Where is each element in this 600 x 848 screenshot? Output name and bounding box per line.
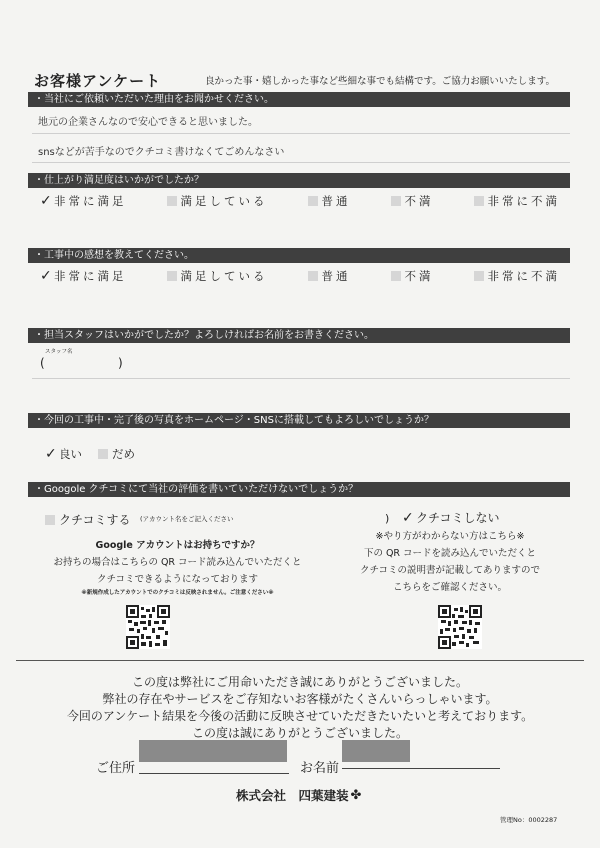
review-help-instructions: ※やり方がわからない方はこちら※ 下の QR コードを読み込んでいただくと クチコミの説明書が記載してありますので こちらをご確認ください。 (359, 531, 541, 593)
reason-answer-2: snsなどが苦手なのでクチコミ書けなくてごめんなさい (38, 147, 285, 158)
review-option-nowrite[interactable]: ✓ クチコミしない (402, 509, 500, 526)
staff-name-line[interactable] (32, 378, 570, 379)
survey-subtitle: 良かった事・嬉しかった事など些細な事でも結構です。ご協力お願いいたします。 (205, 76, 555, 87)
company-name: 株式会社 四葉建装 ✤ (236, 787, 362, 803)
review-option-write[interactable]: クチコミする (45, 511, 131, 528)
photo-option-yes[interactable]: ✓ 良い (45, 446, 82, 462)
checkbox-icon (391, 196, 401, 206)
checkbox-icon (167, 196, 177, 206)
answer-line (32, 162, 570, 163)
question-review-bar: ・Googole クチコミにて当社の評価を書いていただけないでしょうか？ (28, 482, 570, 497)
section-divider (16, 660, 584, 661)
name-field-line[interactable] (342, 768, 500, 769)
clover-icon: ✤ (350, 787, 362, 803)
name-label: お名前 (300, 761, 340, 776)
checkbox-icon (474, 271, 484, 281)
satisfaction-option-satisfied[interactable]: 満足している (167, 193, 268, 209)
question-reason-bar: ・当社にご依頼いただいた理由をお聞かせください。 (28, 92, 570, 107)
question-satisfaction-bar: ・仕上がり満足度はいかがでしたか？ (28, 173, 570, 188)
satisfaction-option-very-dissatisfied[interactable]: 非常に不満 (474, 193, 561, 209)
name-redaction (342, 740, 410, 762)
satisfaction-option-dissatisfied[interactable]: 不満 (391, 193, 434, 209)
google-account-instructions: Google アカウントはお持ちですか？ お持ちの場合はこちらの QR コード読み込んでいただくと クチコミできるようになっております ※新規作成したアカウントでのクチコミは反映されません。ご注意ください※ (53, 540, 302, 596)
checkbox-icon (474, 196, 484, 206)
management-number: 管理No：0002287 (500, 816, 558, 824)
checkbox-icon (391, 271, 401, 281)
checkmark-icon: ✓ (40, 268, 52, 284)
construction-option-satisfied[interactable]: 満足している (167, 268, 268, 284)
checkbox-icon (308, 271, 318, 281)
question-photo-bar: ・今回の工事中・完了後の写真をホームページ・SNSに搭載してもよろしいでしょうか？ (28, 413, 570, 428)
construction-option-normal[interactable]: 普通 (308, 268, 351, 284)
construction-option-very-satisfied[interactable]: ✓ 非常に満足 (40, 268, 127, 284)
checkbox-icon (167, 271, 177, 281)
checkmark-icon: ✓ (45, 446, 57, 462)
review-help-qr-code[interactable] (438, 605, 482, 649)
account-close-paren: ) (385, 512, 390, 525)
staff-close-paren: ) (118, 356, 123, 370)
account-name-note: (アカウント名をご記入ください (140, 515, 234, 523)
staff-open-paren: ( (40, 356, 45, 370)
answer-line (32, 133, 570, 134)
satisfaction-option-normal[interactable]: 普通 (308, 193, 351, 209)
photo-option-no[interactable]: だめ (98, 446, 135, 462)
checkbox-icon (98, 449, 108, 459)
thanks-message: この度は弊社にご用命いただき誠にありがとうございました。 弊社の存在やサービスをご存知ないお客様がたくさんいらっしゃいます。 今回のアンケート結果を今後の活動に反映させていただきたいたいと考えております。 この度は誠にありがとうございました。 (66, 675, 534, 740)
checkbox-icon (308, 196, 318, 206)
satisfaction-options (40, 193, 560, 209)
checkbox-icon (45, 515, 55, 525)
address-redaction (139, 740, 287, 762)
question-staff-bar: ・担当スタッフはいかがでしたか？よろしければお名前をお書きください。 (28, 328, 570, 343)
construction-options (40, 268, 560, 284)
reason-answer-1: 地元の企業さんなので安心できると思いました。 (38, 117, 258, 128)
address-field-line[interactable] (139, 773, 289, 774)
construction-option-dissatisfied[interactable]: 不満 (391, 268, 434, 284)
question-construction-bar: ・工事中の感想を教えてください。 (28, 248, 570, 263)
staff-name-label: スタッフ名 (45, 349, 73, 355)
google-review-qr-code[interactable] (126, 605, 170, 649)
checkmark-icon: ✓ (402, 509, 414, 526)
survey-title: お客様アンケート (34, 72, 162, 90)
address-label: ご住所 (96, 761, 136, 776)
construction-option-very-dissatisfied[interactable]: 非常に不満 (474, 268, 561, 284)
satisfaction-option-very-satisfied[interactable]: ✓ 非常に満足 (40, 193, 127, 209)
checkmark-icon: ✓ (40, 193, 52, 209)
